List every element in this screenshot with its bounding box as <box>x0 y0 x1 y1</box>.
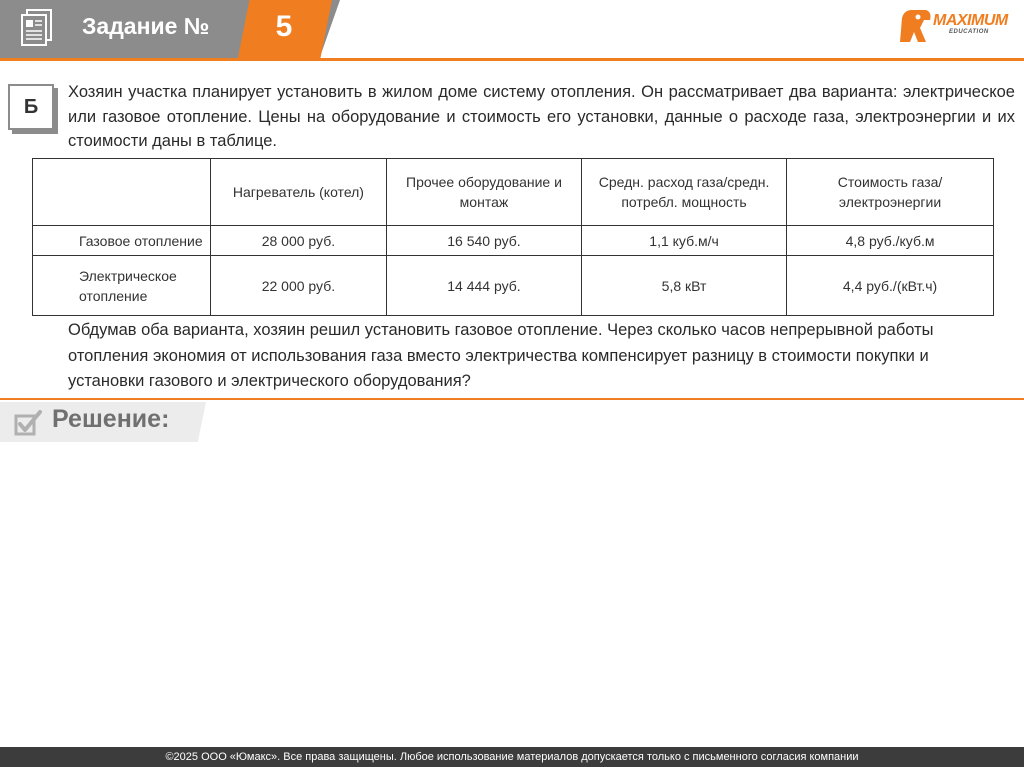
header-divider <box>0 58 1024 61</box>
table-header-cell: Средн. расход газа/средн. потребл. мощность <box>581 159 786 226</box>
table-cell: 16 540 руб. <box>386 226 581 256</box>
table-cell: 14 444 руб. <box>386 256 581 316</box>
problem-statement: Хозяин участка планирует установить в жилом доме систему отопления. Он рассматривает два варианта: электрическое или газовое отопление. Цены на оборудование и стоимость его установки, данные о расходе газа, электроэнергии и их стоимости даны в таблице. <box>68 83 1015 150</box>
table-header-cell <box>33 159 211 226</box>
question-text: Обдумав оба варианта, хозяин решил установить газовое отопление. Через сколько часов непрерывной работы отопления экономия от использования газа вместо электричества компенсирует разницу в стоимости покупки и установки газового и электрического оборудования? <box>68 321 934 390</box>
logo-subtitle: EDUCATION <box>949 29 989 35</box>
table-cell: 1,1 куб.м/ч <box>581 226 786 256</box>
table-header-row <box>33 159 994 226</box>
table-row-label: Газовое отопление <box>33 226 211 256</box>
table-row-label: Электрическое отопление <box>33 256 211 316</box>
table-row <box>33 256 994 316</box>
variant-badge: Б <box>8 84 54 130</box>
data-table <box>32 158 994 316</box>
table-cell: 4,4 руб./(кВт.ч) <box>787 256 994 316</box>
table-cell: 28 000 руб. <box>210 226 386 256</box>
table-cell: 5,8 кВт <box>581 256 786 316</box>
solution-title: Решение: <box>52 405 170 433</box>
table-header-cell: Прочее оборудование и монтаж <box>386 159 581 226</box>
table-row <box>33 226 994 256</box>
table-cell: 22 000 руб. <box>210 256 386 316</box>
logo-mark-icon <box>896 6 936 46</box>
question-divider <box>0 398 1024 400</box>
document-icon <box>20 9 54 47</box>
logo-name: MAXIMUM <box>933 12 1008 29</box>
table-header-cell: Стоимость газа/электроэнергии <box>787 159 994 226</box>
task-title: Задание № <box>82 13 210 39</box>
checkbox-icon <box>14 410 44 438</box>
table-header-cell: Нагреватель (котел) <box>210 159 386 226</box>
maximum-education-logo <box>896 6 1024 46</box>
table-cell: 4,8 руб./куб.м <box>787 226 994 256</box>
task-number: 5 <box>275 10 293 43</box>
copyright-footer: ©2025 ООО «Юмакс». Все права защищены. Любое использование материалов допускается только с письменного согласия компании <box>0 747 1024 767</box>
